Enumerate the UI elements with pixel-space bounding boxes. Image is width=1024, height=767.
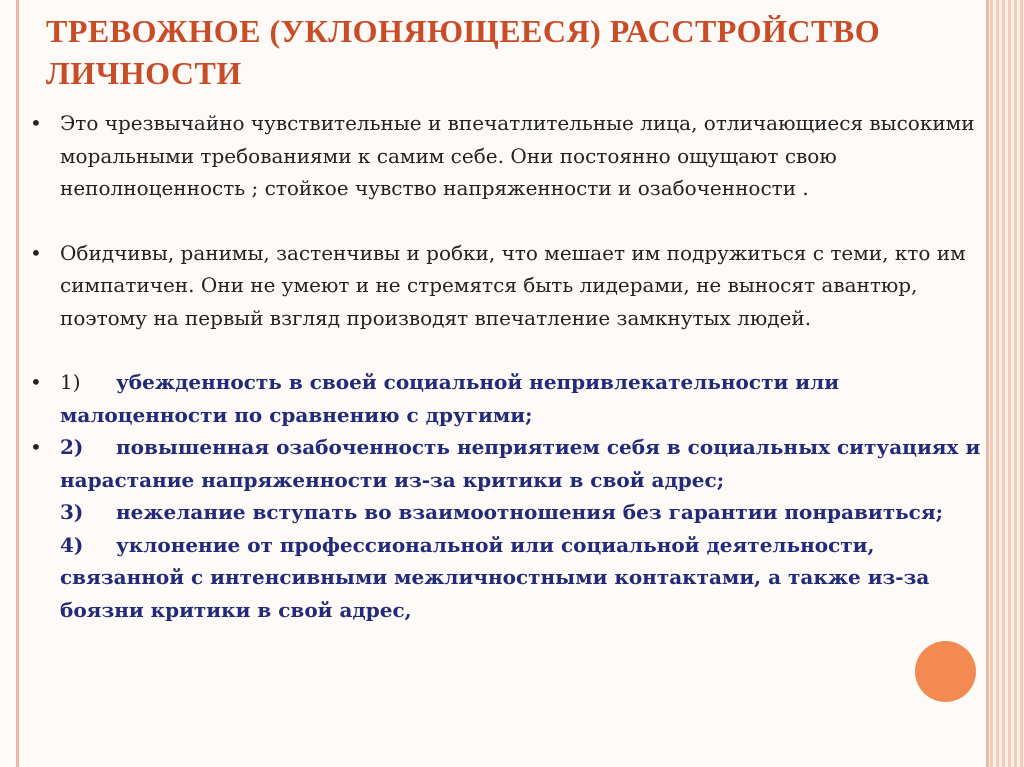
bullet-item <box>30 237 990 335</box>
bullet-marker: • <box>30 435 42 459</box>
bullet-marker: • <box>30 370 42 394</box>
criterion-number: 2) <box>60 435 84 459</box>
criterion-number: 3) <box>60 500 84 524</box>
criterion-text: уклонение от профессиональной или социальной деятельности, связанной с интенсивными межличностными контактами, а также из-за боязни критики в свой адрес, <box>60 532 930 622</box>
criterion-item <box>60 529 990 627</box>
slide-title: ТРЕВОЖНОЕ (УКЛОНЯЮЩЕЕСЯ) РАССТРОЙСТВО ЛИЧНОСТИ <box>46 13 881 91</box>
criterion-item <box>60 496 990 529</box>
decorative-orange-circle <box>915 641 976 702</box>
bullet-marker: • <box>30 240 42 265</box>
criterion-number: 1) <box>60 370 81 394</box>
paragraph-text: Обидчивы, ранимы, застенчивы и робки, что мешает им подружиться с теми, кто им симпатичен. Они не умеют и не стремятся быть лидерами, не выносят авантюр, поэтому на первый взгляд производят впечатление замкнутых людей. <box>60 240 966 330</box>
criterion-text: убежденность в своей социальной непривлекательности или малоценности по сравнению с другими; <box>60 370 840 427</box>
bullet-item <box>30 366 990 431</box>
criterion-number: 4) <box>60 532 84 557</box>
criterion-item <box>60 431 990 496</box>
paragraph-text: Это чрезвычайно чувствительные и впечатлительные лица, отличающиеся высокими моральными требованиями к самим себе. Они постоянно ощущают свою неполноценность ; стойкое чувство напряженности и озабоченности . <box>60 111 975 200</box>
bullet-item <box>30 431 990 626</box>
slide-content <box>30 107 990 626</box>
right-decorative-stripes <box>990 0 1024 767</box>
criterion-text: повышенная озабоченность неприятием себя в социальных ситуациях и нарастание напряженности из-за критики в свой адрес; <box>60 435 981 492</box>
bullet-marker: • <box>30 111 42 135</box>
left-decorative-rule <box>16 0 19 767</box>
criterion-text: нежелание вступать во взаимоотношения без гарантии понравиться; <box>116 500 944 524</box>
bullet-item <box>30 107 990 205</box>
